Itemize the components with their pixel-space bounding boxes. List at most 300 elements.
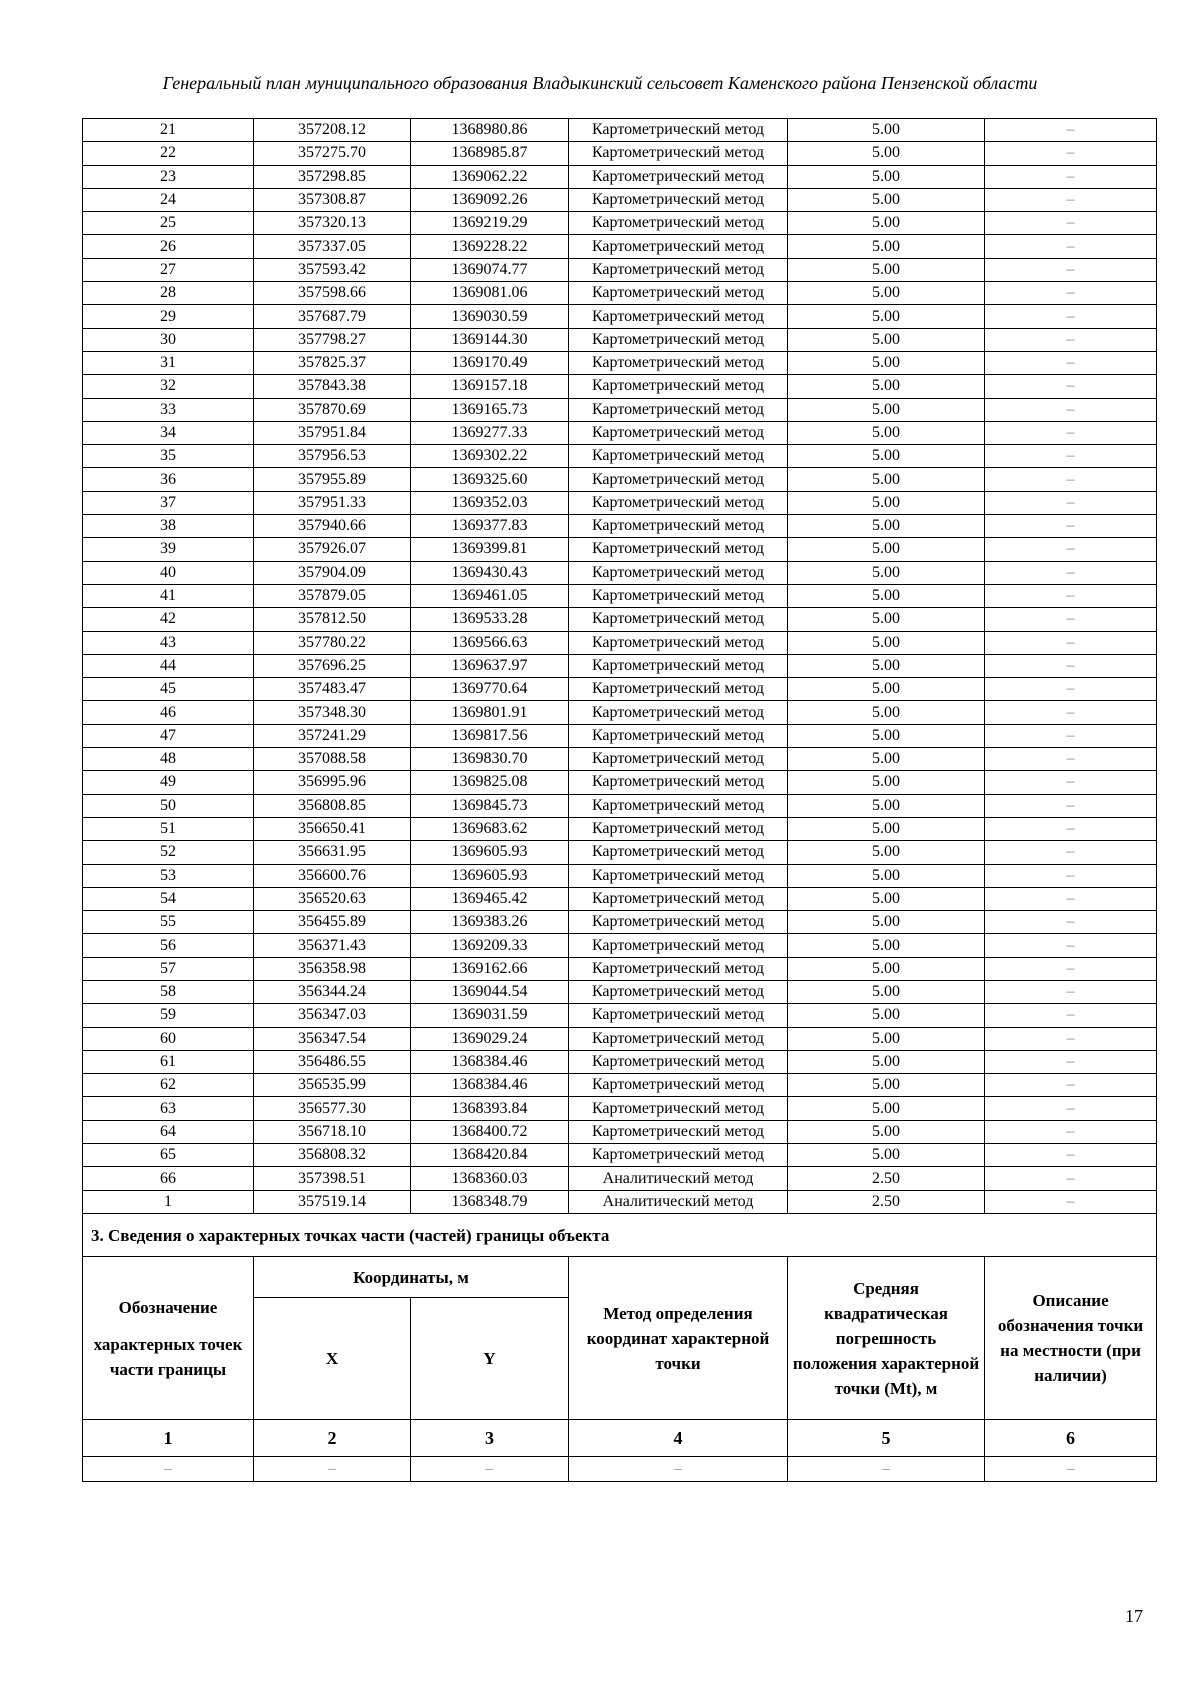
- coord-y-cell: 1368393.84: [411, 1097, 569, 1120]
- coord-x-cell: 357951.84: [254, 421, 411, 444]
- header-point-designation-line1: Обозначение: [118, 1297, 218, 1317]
- table-row: [83, 445, 1157, 468]
- points-table: [82, 118, 1157, 1214]
- point-number-cell: 38: [83, 515, 254, 538]
- description-cell: –: [985, 561, 1157, 584]
- error-cell: 5.00: [788, 1027, 985, 1050]
- coord-x-cell: 357593.42: [254, 258, 411, 281]
- table-row: [83, 631, 1157, 654]
- description-cell: –: [985, 1097, 1157, 1120]
- col-number-3: 3: [411, 1420, 569, 1457]
- error-cell: 5.00: [788, 841, 985, 864]
- point-number-cell: 27: [83, 258, 254, 281]
- point-number-cell: 32: [83, 375, 254, 398]
- table-row: [83, 119, 1157, 142]
- description-cell: –: [985, 212, 1157, 235]
- table-row: [83, 678, 1157, 701]
- error-cell: 5.00: [788, 980, 985, 1003]
- coord-y-cell: 1369683.62: [411, 817, 569, 840]
- description-cell: –: [985, 375, 1157, 398]
- point-number-cell: 25: [83, 212, 254, 235]
- coord-y-cell: 1369074.77: [411, 258, 569, 281]
- description-cell: –: [985, 980, 1157, 1003]
- table-row: [83, 911, 1157, 934]
- coord-x-cell: 357337.05: [254, 235, 411, 258]
- method-cell: Картометрический метод: [569, 282, 788, 305]
- method-cell: Картометрический метод: [569, 608, 788, 631]
- description-cell: –: [985, 1120, 1157, 1143]
- description-cell: –: [985, 584, 1157, 607]
- coord-y-cell: 1369165.73: [411, 398, 569, 421]
- description-cell: –: [985, 1144, 1157, 1167]
- coord-y-cell: 1369399.81: [411, 538, 569, 561]
- header-point-designation-line2: характерных точек части границы: [93, 1334, 243, 1379]
- coord-x-cell: 357308.87: [254, 188, 411, 211]
- description-cell: –: [985, 538, 1157, 561]
- coord-x-cell: 357208.12: [254, 119, 411, 142]
- point-number-cell: 54: [83, 887, 254, 910]
- point-number-cell: 53: [83, 864, 254, 887]
- error-cell: 5.00: [788, 771, 985, 794]
- method-cell: Картометрический метод: [569, 491, 788, 514]
- method-cell: Картометрический метод: [569, 515, 788, 538]
- coord-y-cell: 1369030.59: [411, 305, 569, 328]
- table-row: [83, 1144, 1157, 1167]
- point-number-cell: 41: [83, 584, 254, 607]
- method-cell: Картометрический метод: [569, 1004, 788, 1027]
- method-cell: Картометрический метод: [569, 1050, 788, 1073]
- method-cell: Картометрический метод: [569, 864, 788, 887]
- coord-x-cell: 357298.85: [254, 165, 411, 188]
- section3-title: 3. Сведения о характерных точках части (частей) границы объекта: [83, 1214, 1157, 1257]
- table-row: [83, 771, 1157, 794]
- error-cell: 5.00: [788, 678, 985, 701]
- description-cell: –: [985, 934, 1157, 957]
- description-cell: –: [985, 398, 1157, 421]
- error-cell: 5.00: [788, 351, 985, 374]
- method-cell: Картометрический метод: [569, 212, 788, 235]
- coord-x-cell: 357926.07: [254, 538, 411, 561]
- table-row: [83, 212, 1157, 235]
- coord-x-cell: 357843.38: [254, 375, 411, 398]
- method-cell: Картометрический метод: [569, 142, 788, 165]
- method-cell: Картометрический метод: [569, 468, 788, 491]
- coord-y-cell: 1369830.70: [411, 748, 569, 771]
- empty-cell-6: –: [985, 1457, 1157, 1482]
- error-cell: 5.00: [788, 724, 985, 747]
- point-number-cell: 49: [83, 771, 254, 794]
- coord-y-cell: 1369157.18: [411, 375, 569, 398]
- coord-y-cell: 1369092.26: [411, 188, 569, 211]
- point-number-cell: 26: [83, 235, 254, 258]
- description-cell: –: [985, 445, 1157, 468]
- point-number-cell: 23: [83, 165, 254, 188]
- coord-y-cell: 1369162.66: [411, 957, 569, 980]
- description-cell: –: [985, 142, 1157, 165]
- error-cell: 5.00: [788, 421, 985, 444]
- empty-cell-1: –: [83, 1457, 254, 1482]
- point-number-cell: 37: [83, 491, 254, 514]
- coord-y-cell: 1369605.93: [411, 864, 569, 887]
- coord-y-cell: 1369461.05: [411, 584, 569, 607]
- coord-y-cell: 1368985.87: [411, 142, 569, 165]
- point-number-cell: 39: [83, 538, 254, 561]
- coord-x-cell: 357780.22: [254, 631, 411, 654]
- error-cell: 5.00: [788, 188, 985, 211]
- description-cell: –: [985, 678, 1157, 701]
- point-number-cell: 55: [83, 911, 254, 934]
- coord-y-cell: 1369081.06: [411, 282, 569, 305]
- table-row: [83, 142, 1157, 165]
- table-row: [83, 1050, 1157, 1073]
- coord-y-cell: 1369637.97: [411, 654, 569, 677]
- table-row: [83, 724, 1157, 747]
- error-cell: 5.00: [788, 235, 985, 258]
- method-cell: Картометрический метод: [569, 748, 788, 771]
- col-number-5: 5: [788, 1420, 985, 1457]
- point-number-cell: 46: [83, 701, 254, 724]
- col-number-2: 2: [254, 1420, 411, 1457]
- method-cell: Картометрический метод: [569, 934, 788, 957]
- point-number-cell: 45: [83, 678, 254, 701]
- table-row: [83, 1027, 1157, 1050]
- table-row: [83, 1120, 1157, 1143]
- method-cell: Картометрический метод: [569, 328, 788, 351]
- point-number-cell: 36: [83, 468, 254, 491]
- error-cell: 5.00: [788, 608, 985, 631]
- point-number-cell: 42: [83, 608, 254, 631]
- error-cell: 5.00: [788, 282, 985, 305]
- table-row: [83, 794, 1157, 817]
- error-cell: 5.00: [788, 1004, 985, 1027]
- coord-x-cell: 357320.13: [254, 212, 411, 235]
- coord-x-cell: 357940.66: [254, 515, 411, 538]
- coord-x-cell: 356577.30: [254, 1097, 411, 1120]
- coord-x-cell: 357348.30: [254, 701, 411, 724]
- method-cell: Картометрический метод: [569, 1120, 788, 1143]
- coord-x-cell: 357904.09: [254, 561, 411, 584]
- error-cell: 5.00: [788, 654, 985, 677]
- error-cell: 5.00: [788, 911, 985, 934]
- table-row: [83, 980, 1157, 1003]
- description-cell: –: [985, 491, 1157, 514]
- method-cell: Картометрический метод: [569, 701, 788, 724]
- method-cell: Картометрический метод: [569, 957, 788, 980]
- coord-y-cell: 1369430.43: [411, 561, 569, 584]
- points-table-body: [83, 119, 1157, 1214]
- error-cell: 5.00: [788, 468, 985, 491]
- coord-x-cell: 357483.47: [254, 678, 411, 701]
- description-cell: –: [985, 887, 1157, 910]
- coord-y-cell: 1368360.03: [411, 1167, 569, 1190]
- point-number-cell: 61: [83, 1050, 254, 1073]
- header-y: Y: [411, 1298, 569, 1420]
- point-number-cell: 1: [83, 1190, 254, 1213]
- error-cell: 5.00: [788, 491, 985, 514]
- point-number-cell: 24: [83, 188, 254, 211]
- coord-x-cell: 357879.05: [254, 584, 411, 607]
- point-number-cell: 21: [83, 119, 254, 142]
- coord-x-cell: 356520.63: [254, 887, 411, 910]
- table-row: [83, 258, 1157, 281]
- section3-table: [82, 1213, 1157, 1482]
- table-row: [83, 1074, 1157, 1097]
- coord-y-cell: 1369825.08: [411, 771, 569, 794]
- method-cell: Картометрический метод: [569, 1074, 788, 1097]
- coord-x-cell: 357951.33: [254, 491, 411, 514]
- point-number-cell: 56: [83, 934, 254, 957]
- method-cell: Картометрический метод: [569, 631, 788, 654]
- coord-x-cell: 357088.58: [254, 748, 411, 771]
- coord-x-cell: 357519.14: [254, 1190, 411, 1213]
- error-cell: 5.00: [788, 212, 985, 235]
- page-number: 17: [1125, 1606, 1143, 1626]
- error-cell: 5.00: [788, 794, 985, 817]
- table-row: [83, 421, 1157, 444]
- description-cell: –: [985, 119, 1157, 142]
- error-cell: 5.00: [788, 748, 985, 771]
- description-cell: –: [985, 654, 1157, 677]
- description-cell: –: [985, 841, 1157, 864]
- coord-x-cell: 357696.25: [254, 654, 411, 677]
- point-number-cell: 50: [83, 794, 254, 817]
- table-row: [83, 934, 1157, 957]
- coord-y-cell: 1369465.42: [411, 887, 569, 910]
- description-cell: –: [985, 701, 1157, 724]
- coord-x-cell: 356535.99: [254, 1074, 411, 1097]
- method-cell: Аналитический метод: [569, 1190, 788, 1213]
- table-row: [83, 1167, 1157, 1190]
- coord-x-cell: 357598.66: [254, 282, 411, 305]
- coord-x-cell: 356455.89: [254, 911, 411, 934]
- error-cell: 5.00: [788, 864, 985, 887]
- error-cell: 5.00: [788, 1144, 985, 1167]
- method-cell: Картометрический метод: [569, 911, 788, 934]
- description-cell: –: [985, 165, 1157, 188]
- method-cell: Картометрический метод: [569, 1027, 788, 1050]
- coord-y-cell: 1368400.72: [411, 1120, 569, 1143]
- method-cell: Картометрический метод: [569, 421, 788, 444]
- method-cell: Картометрический метод: [569, 794, 788, 817]
- coord-y-cell: 1368384.46: [411, 1074, 569, 1097]
- table-row: [83, 887, 1157, 910]
- coord-y-cell: 1369062.22: [411, 165, 569, 188]
- col-number-1: 1: [83, 1420, 254, 1457]
- error-cell: 5.00: [788, 887, 985, 910]
- table-row: [83, 328, 1157, 351]
- description-cell: –: [985, 794, 1157, 817]
- description-cell: –: [985, 258, 1157, 281]
- table-row: [83, 235, 1157, 258]
- description-cell: –: [985, 1074, 1157, 1097]
- description-cell: –: [985, 328, 1157, 351]
- table-row: [83, 1097, 1157, 1120]
- table-row: [83, 468, 1157, 491]
- error-cell: 5.00: [788, 561, 985, 584]
- col-number-4: 4: [569, 1420, 788, 1457]
- coord-x-cell: 357275.70: [254, 142, 411, 165]
- description-cell: –: [985, 957, 1157, 980]
- table-row: [83, 188, 1157, 211]
- point-number-cell: 62: [83, 1074, 254, 1097]
- coord-y-cell: 1369770.64: [411, 678, 569, 701]
- description-cell: –: [985, 771, 1157, 794]
- empty-cell-2: –: [254, 1457, 411, 1482]
- table-row: [83, 1004, 1157, 1027]
- error-cell: 5.00: [788, 934, 985, 957]
- point-number-cell: 66: [83, 1167, 254, 1190]
- page-header: Генеральный план муниципального образования Владыкинский сельсовет Каменского района Пензенской области: [162, 73, 1038, 93]
- point-number-cell: 59: [83, 1004, 254, 1027]
- description-cell: –: [985, 188, 1157, 211]
- description-cell: –: [985, 282, 1157, 305]
- coord-x-cell: 356995.96: [254, 771, 411, 794]
- point-number-cell: 63: [83, 1097, 254, 1120]
- table-row: [83, 654, 1157, 677]
- coord-x-cell: 357398.51: [254, 1167, 411, 1190]
- description-cell: –: [985, 911, 1157, 934]
- point-number-cell: 52: [83, 841, 254, 864]
- table-row: [83, 398, 1157, 421]
- coord-y-cell: 1369325.60: [411, 468, 569, 491]
- coord-y-cell: 1368420.84: [411, 1144, 569, 1167]
- method-cell: Картометрический метод: [569, 305, 788, 328]
- coord-y-cell: 1369383.26: [411, 911, 569, 934]
- method-cell: Картометрический метод: [569, 538, 788, 561]
- method-cell: Картометрический метод: [569, 165, 788, 188]
- description-cell: –: [985, 864, 1157, 887]
- table-row: [83, 165, 1157, 188]
- description-cell: –: [985, 235, 1157, 258]
- coord-y-cell: 1368980.86: [411, 119, 569, 142]
- description-cell: –: [985, 748, 1157, 771]
- error-cell: 5.00: [788, 398, 985, 421]
- method-cell: Картометрический метод: [569, 771, 788, 794]
- table-row: [83, 841, 1157, 864]
- method-cell: Картометрический метод: [569, 235, 788, 258]
- coord-y-cell: 1369845.73: [411, 794, 569, 817]
- description-cell: –: [985, 1167, 1157, 1190]
- coord-x-cell: 357241.29: [254, 724, 411, 747]
- description-cell: –: [985, 1050, 1157, 1073]
- point-number-cell: 51: [83, 817, 254, 840]
- point-number-cell: 65: [83, 1144, 254, 1167]
- coord-y-cell: 1369801.91: [411, 701, 569, 724]
- point-number-cell: 22: [83, 142, 254, 165]
- coord-y-cell: 1369031.59: [411, 1004, 569, 1027]
- point-number-cell: 58: [83, 980, 254, 1003]
- method-cell: Картометрический метод: [569, 445, 788, 468]
- error-cell: 5.00: [788, 1050, 985, 1073]
- coord-x-cell: 357687.79: [254, 305, 411, 328]
- header-error-text: Средняя квадратическая погрешность положения характерной точки (Mt), м: [792, 1278, 980, 1398]
- method-cell: Картометрический метод: [569, 817, 788, 840]
- description-cell: –: [985, 817, 1157, 840]
- point-number-cell: 48: [83, 748, 254, 771]
- method-cell: Картометрический метод: [569, 724, 788, 747]
- description-cell: –: [985, 468, 1157, 491]
- error-cell: 5.00: [788, 142, 985, 165]
- header-description: Описание обозначения точки на местности (при наличии): [985, 1257, 1157, 1420]
- method-cell: Картометрический метод: [569, 351, 788, 374]
- coord-x-cell: 357825.37: [254, 351, 411, 374]
- coord-x-cell: 356371.43: [254, 934, 411, 957]
- table-row: [83, 608, 1157, 631]
- coord-x-cell: 356486.55: [254, 1050, 411, 1073]
- error-cell: 5.00: [788, 165, 985, 188]
- table-row: [83, 561, 1157, 584]
- point-number-cell: 29: [83, 305, 254, 328]
- point-number-cell: 30: [83, 328, 254, 351]
- error-cell: 5.00: [788, 701, 985, 724]
- coord-y-cell: 1369044.54: [411, 980, 569, 1003]
- coord-y-cell: 1369533.28: [411, 608, 569, 631]
- coord-x-cell: 357798.27: [254, 328, 411, 351]
- coord-y-cell: 1369605.93: [411, 841, 569, 864]
- coord-y-cell: 1369219.29: [411, 212, 569, 235]
- method-cell: Картометрический метод: [569, 887, 788, 910]
- coord-y-cell: 1369377.83: [411, 515, 569, 538]
- coord-x-cell: 357955.89: [254, 468, 411, 491]
- method-cell: Картометрический метод: [569, 188, 788, 211]
- description-cell: –: [985, 724, 1157, 747]
- description-cell: –: [985, 351, 1157, 374]
- error-cell: 5.00: [788, 305, 985, 328]
- table-row: [83, 748, 1157, 771]
- error-cell: 5.00: [788, 1074, 985, 1097]
- description-cell: –: [985, 631, 1157, 654]
- coord-x-cell: 356347.54: [254, 1027, 411, 1050]
- empty-cell-3: –: [411, 1457, 569, 1482]
- point-number-cell: 57: [83, 957, 254, 980]
- table-row: [83, 515, 1157, 538]
- table-row: [83, 351, 1157, 374]
- method-cell: Картометрический метод: [569, 654, 788, 677]
- coord-x-cell: 357870.69: [254, 398, 411, 421]
- table-row: [83, 584, 1157, 607]
- error-cell: 5.00: [788, 445, 985, 468]
- header-x: X: [254, 1298, 411, 1420]
- point-number-cell: 60: [83, 1027, 254, 1050]
- coord-x-cell: 357812.50: [254, 608, 411, 631]
- point-number-cell: 31: [83, 351, 254, 374]
- method-cell: Картометрический метод: [569, 678, 788, 701]
- method-cell: Картометрический метод: [569, 561, 788, 584]
- description-cell: –: [985, 421, 1157, 444]
- coord-y-cell: 1369144.30: [411, 328, 569, 351]
- error-cell: 2.50: [788, 1190, 985, 1213]
- point-number-cell: 43: [83, 631, 254, 654]
- col-number-6: 6: [985, 1420, 1157, 1457]
- error-cell: 5.00: [788, 584, 985, 607]
- coord-x-cell: 356808.85: [254, 794, 411, 817]
- description-cell: –: [985, 608, 1157, 631]
- empty-cell-5: –: [788, 1457, 985, 1482]
- error-cell: 5.00: [788, 328, 985, 351]
- table-row: [83, 305, 1157, 328]
- coord-y-cell: 1369228.22: [411, 235, 569, 258]
- coord-y-cell: 1369817.56: [411, 724, 569, 747]
- method-cell: Картометрический метод: [569, 841, 788, 864]
- coord-y-cell: 1369170.49: [411, 351, 569, 374]
- method-cell: Картометрический метод: [569, 258, 788, 281]
- description-cell: –: [985, 1027, 1157, 1050]
- coord-y-cell: 1368384.46: [411, 1050, 569, 1073]
- table-row: [83, 538, 1157, 561]
- point-number-cell: 44: [83, 654, 254, 677]
- coord-x-cell: 356650.41: [254, 817, 411, 840]
- coord-y-cell: 1369029.24: [411, 1027, 569, 1050]
